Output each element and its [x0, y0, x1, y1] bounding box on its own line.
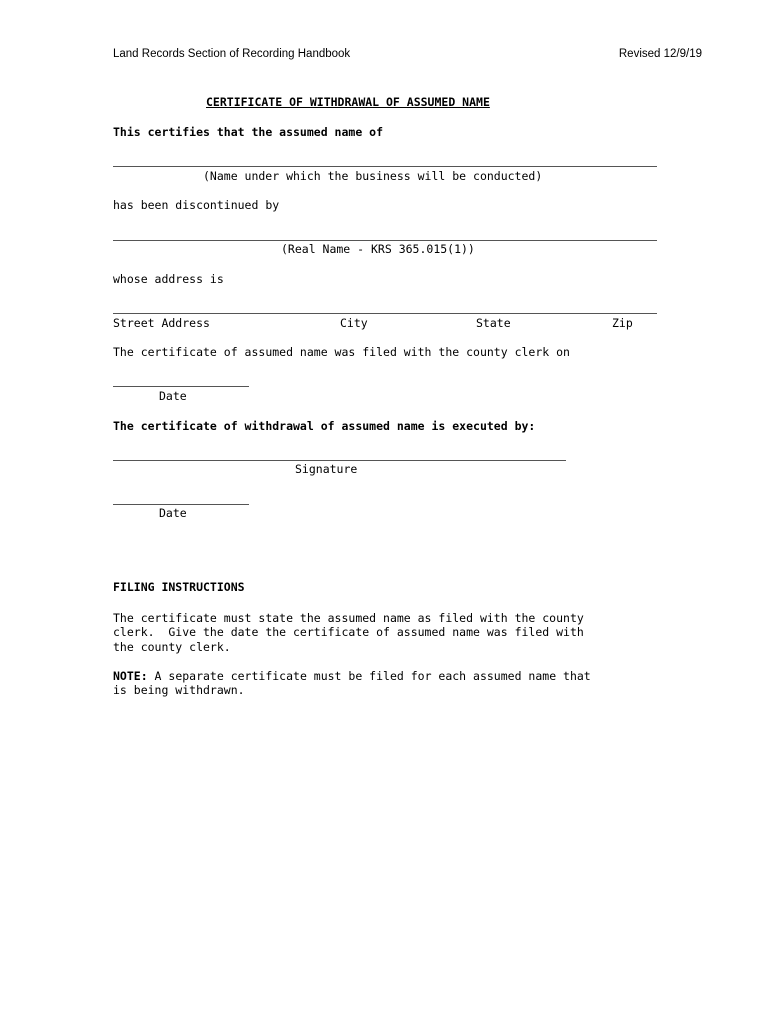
note-label: NOTE: — [113, 669, 148, 683]
signature-line[interactable] — [113, 460, 566, 461]
filing-instructions-heading: FILING INSTRUCTIONS — [113, 580, 245, 594]
execution-date-line[interactable] — [113, 504, 249, 505]
city-label: City — [340, 316, 368, 330]
filed-date-label: Date — [159, 389, 187, 403]
form-title: CERTIFICATE OF WITHDRAWAL OF ASSUMED NAME — [206, 95, 490, 109]
zip-label: Zip — [612, 316, 633, 330]
real-name-caption: (Real Name - KRS 365.015(1)) — [281, 242, 475, 256]
address-line[interactable] — [113, 313, 657, 314]
state-label: State — [476, 316, 511, 330]
discontinued-text: has been discontinued by — [113, 198, 280, 212]
signature-label: Signature — [295, 462, 358, 476]
assumed-name-caption: (Name under which the business will be conducted) — [203, 169, 543, 183]
note-text-1: A separate certificate must be filed for each assumed name that — [147, 669, 591, 683]
note-line-2: is being withdrawn. — [113, 683, 245, 697]
note-line-1 — [113, 669, 591, 683]
filed-with-clerk-text: The certificate of assumed name was filed with the county clerk on — [113, 345, 570, 359]
address-intro-text: whose address is — [113, 272, 224, 286]
execution-date-label: Date — [159, 506, 187, 520]
assumed-name-line[interactable] — [113, 166, 657, 167]
instructions-line-2: clerk. Give the date the certificate of assumed name was filed with — [113, 625, 584, 639]
header-revised-date: Revised 12/9/19 — [618, 48, 702, 60]
header-left: Land Records Section of Recording Handbook — [113, 48, 351, 60]
instructions-line-1: The certificate must state the assumed name as filed with the county — [113, 611, 584, 625]
filed-date-line[interactable] — [113, 386, 249, 387]
street-address-label: Street Address — [113, 316, 210, 330]
instructions-line-3: the county clerk. — [113, 640, 231, 654]
real-name-line[interactable] — [113, 240, 657, 241]
executed-by-text: The certificate of withdrawal of assumed name is executed by: — [113, 419, 536, 433]
certifies-text: This certifies that the assumed name of — [113, 125, 384, 139]
